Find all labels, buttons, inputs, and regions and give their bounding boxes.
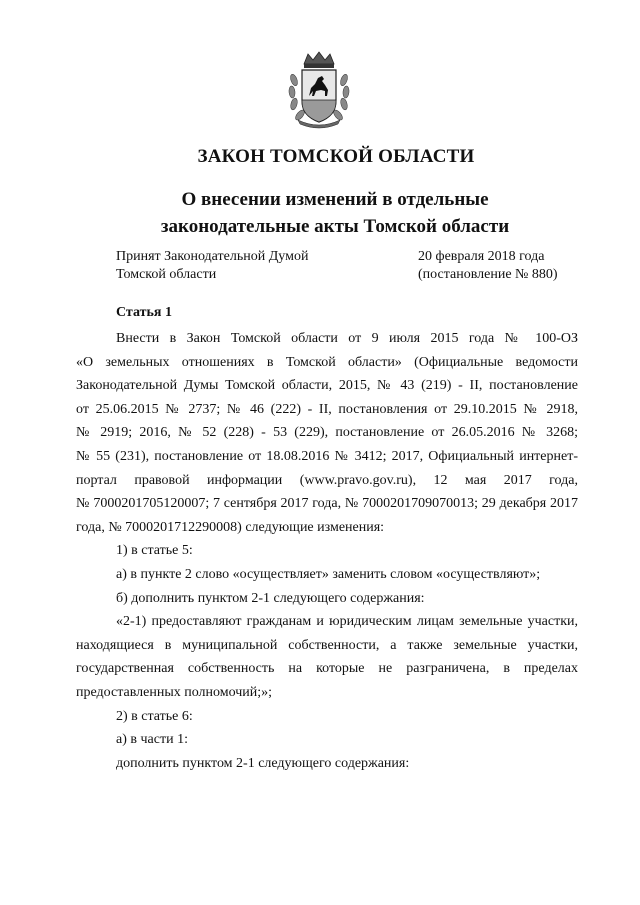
text-line: № 2919; 2016, № 52 (228) - 53 (229), постановление от 26.05.2016 № 3268;: [76, 425, 578, 441]
text-line: Законодательной Думы Томской области, 2015, № 43 (219) - II, постановление: [76, 378, 578, 394]
text-line: от 25.06.2015 № 2737; № 46 (222) - II, постановления от 29.10.2015 № 2918,: [76, 401, 578, 417]
adoption-date-line: 20 февраля 2018 года: [418, 249, 545, 264]
article-item: а) в пункте 2 слово «осуществляет» заменить словом «осуществляют»;: [116, 566, 541, 582]
adoption-body: [116, 248, 366, 284]
text-line: года, № 7000201712290008) следующие изменения:: [76, 519, 385, 535]
text-line: «2-1) предоставляют гражданам и юридическим лицам земельные участки,: [116, 614, 578, 630]
article-paragraph: [76, 610, 578, 704]
law-subject: [100, 186, 570, 240]
article-item: 1) в статье 5:: [116, 543, 193, 559]
text-line: № 55 (231), постановление от 18.08.2016 № 3412; 2017, Официальный интернет-: [76, 448, 578, 464]
law-subject-line: О внесении изменений в отдельные: [181, 189, 489, 210]
adoption-date: [418, 248, 588, 284]
text-line: государственная собственность на которые не разграничена, в пределах: [76, 661, 578, 677]
text-line: предоставленных полномочий;»;: [76, 684, 273, 700]
adoption-resolution-line: (постановление № 880): [418, 267, 558, 282]
text-line: № 7000201705120007; 7 сентября 2017 года, № 7000201709070013; 29 декабря 2017: [76, 496, 578, 512]
text-line: Внести в Закон Томской области от 9 июля 2015 года № 100-ОЗ: [116, 331, 578, 346]
article-item: б) дополнить пунктом 2-1 следующего содержания:: [116, 590, 425, 606]
law-subject-line: законодательные акты Томской области: [160, 216, 510, 237]
article-item: дополнить пунктом 2-1 следующего содержания:: [116, 755, 410, 771]
law-title: ЗАКОН ТОМСКОЙ ОБЛАСТИ: [197, 146, 475, 167]
adoption-body-line: Томской области: [116, 267, 217, 282]
adoption-body-line: Принят Законодательной Думой: [116, 249, 309, 264]
article-heading: Статья 1: [116, 305, 172, 320]
text-line: «О земельных отношениях в Томской области» (Официальные ведомости: [76, 354, 578, 370]
text-line: находящиеся в муниципальной собственности, а также земельные участки,: [76, 637, 578, 653]
text-line: портал правовой информации (www.pravo.gov.ru), 12 мая 2017 года,: [76, 472, 578, 488]
article-item: а) в части 1:: [116, 732, 188, 748]
article-item: 2) в статье 6:: [116, 708, 193, 724]
article-paragraph: [76, 327, 578, 539]
tomsk-coat-of-arms-icon: [286, 50, 352, 130]
article-body: [76, 327, 578, 775]
